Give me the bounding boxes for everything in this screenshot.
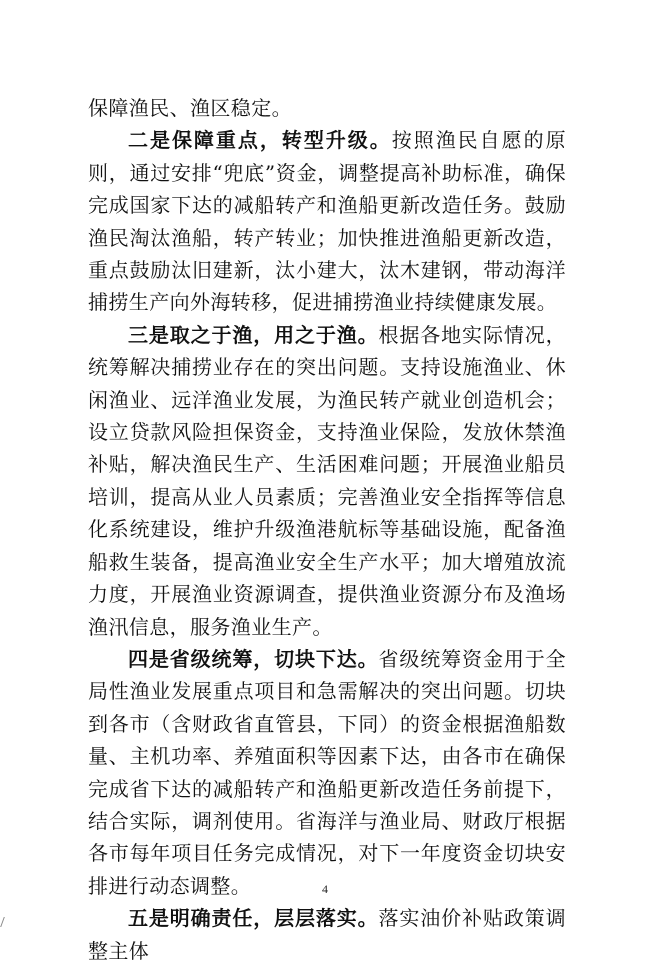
scan-edge-mark [0,917,10,927]
paragraph-5 [88,902,566,967]
paragraph-lead: 五是明确责任，层层落实。 [128,906,379,931]
paragraph-lead: 二是保障重点，转型升级。 [128,128,392,153]
paragraph-text: 落实油价补贴政策调整主体 [88,906,566,963]
paragraph-text: 保障渔民、渔区稳定。 [88,96,292,120]
paragraph-text: 省级统筹资金用于全局性渔业发展重点项目和急需解决的突出问题。切块到各市（含财政省直管县，下同）的资金根据渔船数量、主机功率、养殖面积等因素下达，由各市在确保完成省下达的减船转产和渔船更新改造任务前提下，结合实际，调剂使用。省海洋与渔业局、财政厅根据各市每年项目任务完成情况，对下一年度资金切块安排进行动态调整。 [88,646,566,898]
page-number: 4 [322,882,328,896]
paragraph-1 [88,92,566,124]
body-text [88,92,566,967]
paragraph-text: 根据各地实际情况，统筹解决捕捞业存在的突出问题。支持设施渔业、休闲渔业、远洋渔业发展，为渔民转产就业创造机会；设立贷款风险担保资金，支持渔业保险，发放休禁渔补贴，解决渔民生产、生活困难问题；开展渔业船员培训，提高从业人员素质；完善渔业安全指挥等信息化系统建设，维护升级渔港航标等基础设施，配备渔船救生装备，提高渔业安全生产水平；加大增殖放流力度，开展渔业资源调查，提供渔业资源分布及渔场渔汛信息，服务渔业生产。 [88,322,566,639]
paragraph-text: 按照渔民自愿的原则，通过安排“兜底”资金，调整提高补助标准，确保完成国家下达的减船转产和渔船更新改造任务。鼓励渔民淘汰渔船，转产转业；加快推进渔船更新改造，重点鼓励汰旧建新，汰小建大，汰木建钢，带动海洋捕捞生产向外海转移，促进捕捞渔业持续健康发展。 [88,128,566,315]
paragraph-3 [88,319,566,643]
paragraph-2 [88,124,566,318]
paragraph-lead: 四是省级统筹，切块下达。 [128,646,379,671]
paragraph-4 [88,643,566,902]
paragraph-lead: 三是取之于渔，用之于渔。 [128,322,379,347]
